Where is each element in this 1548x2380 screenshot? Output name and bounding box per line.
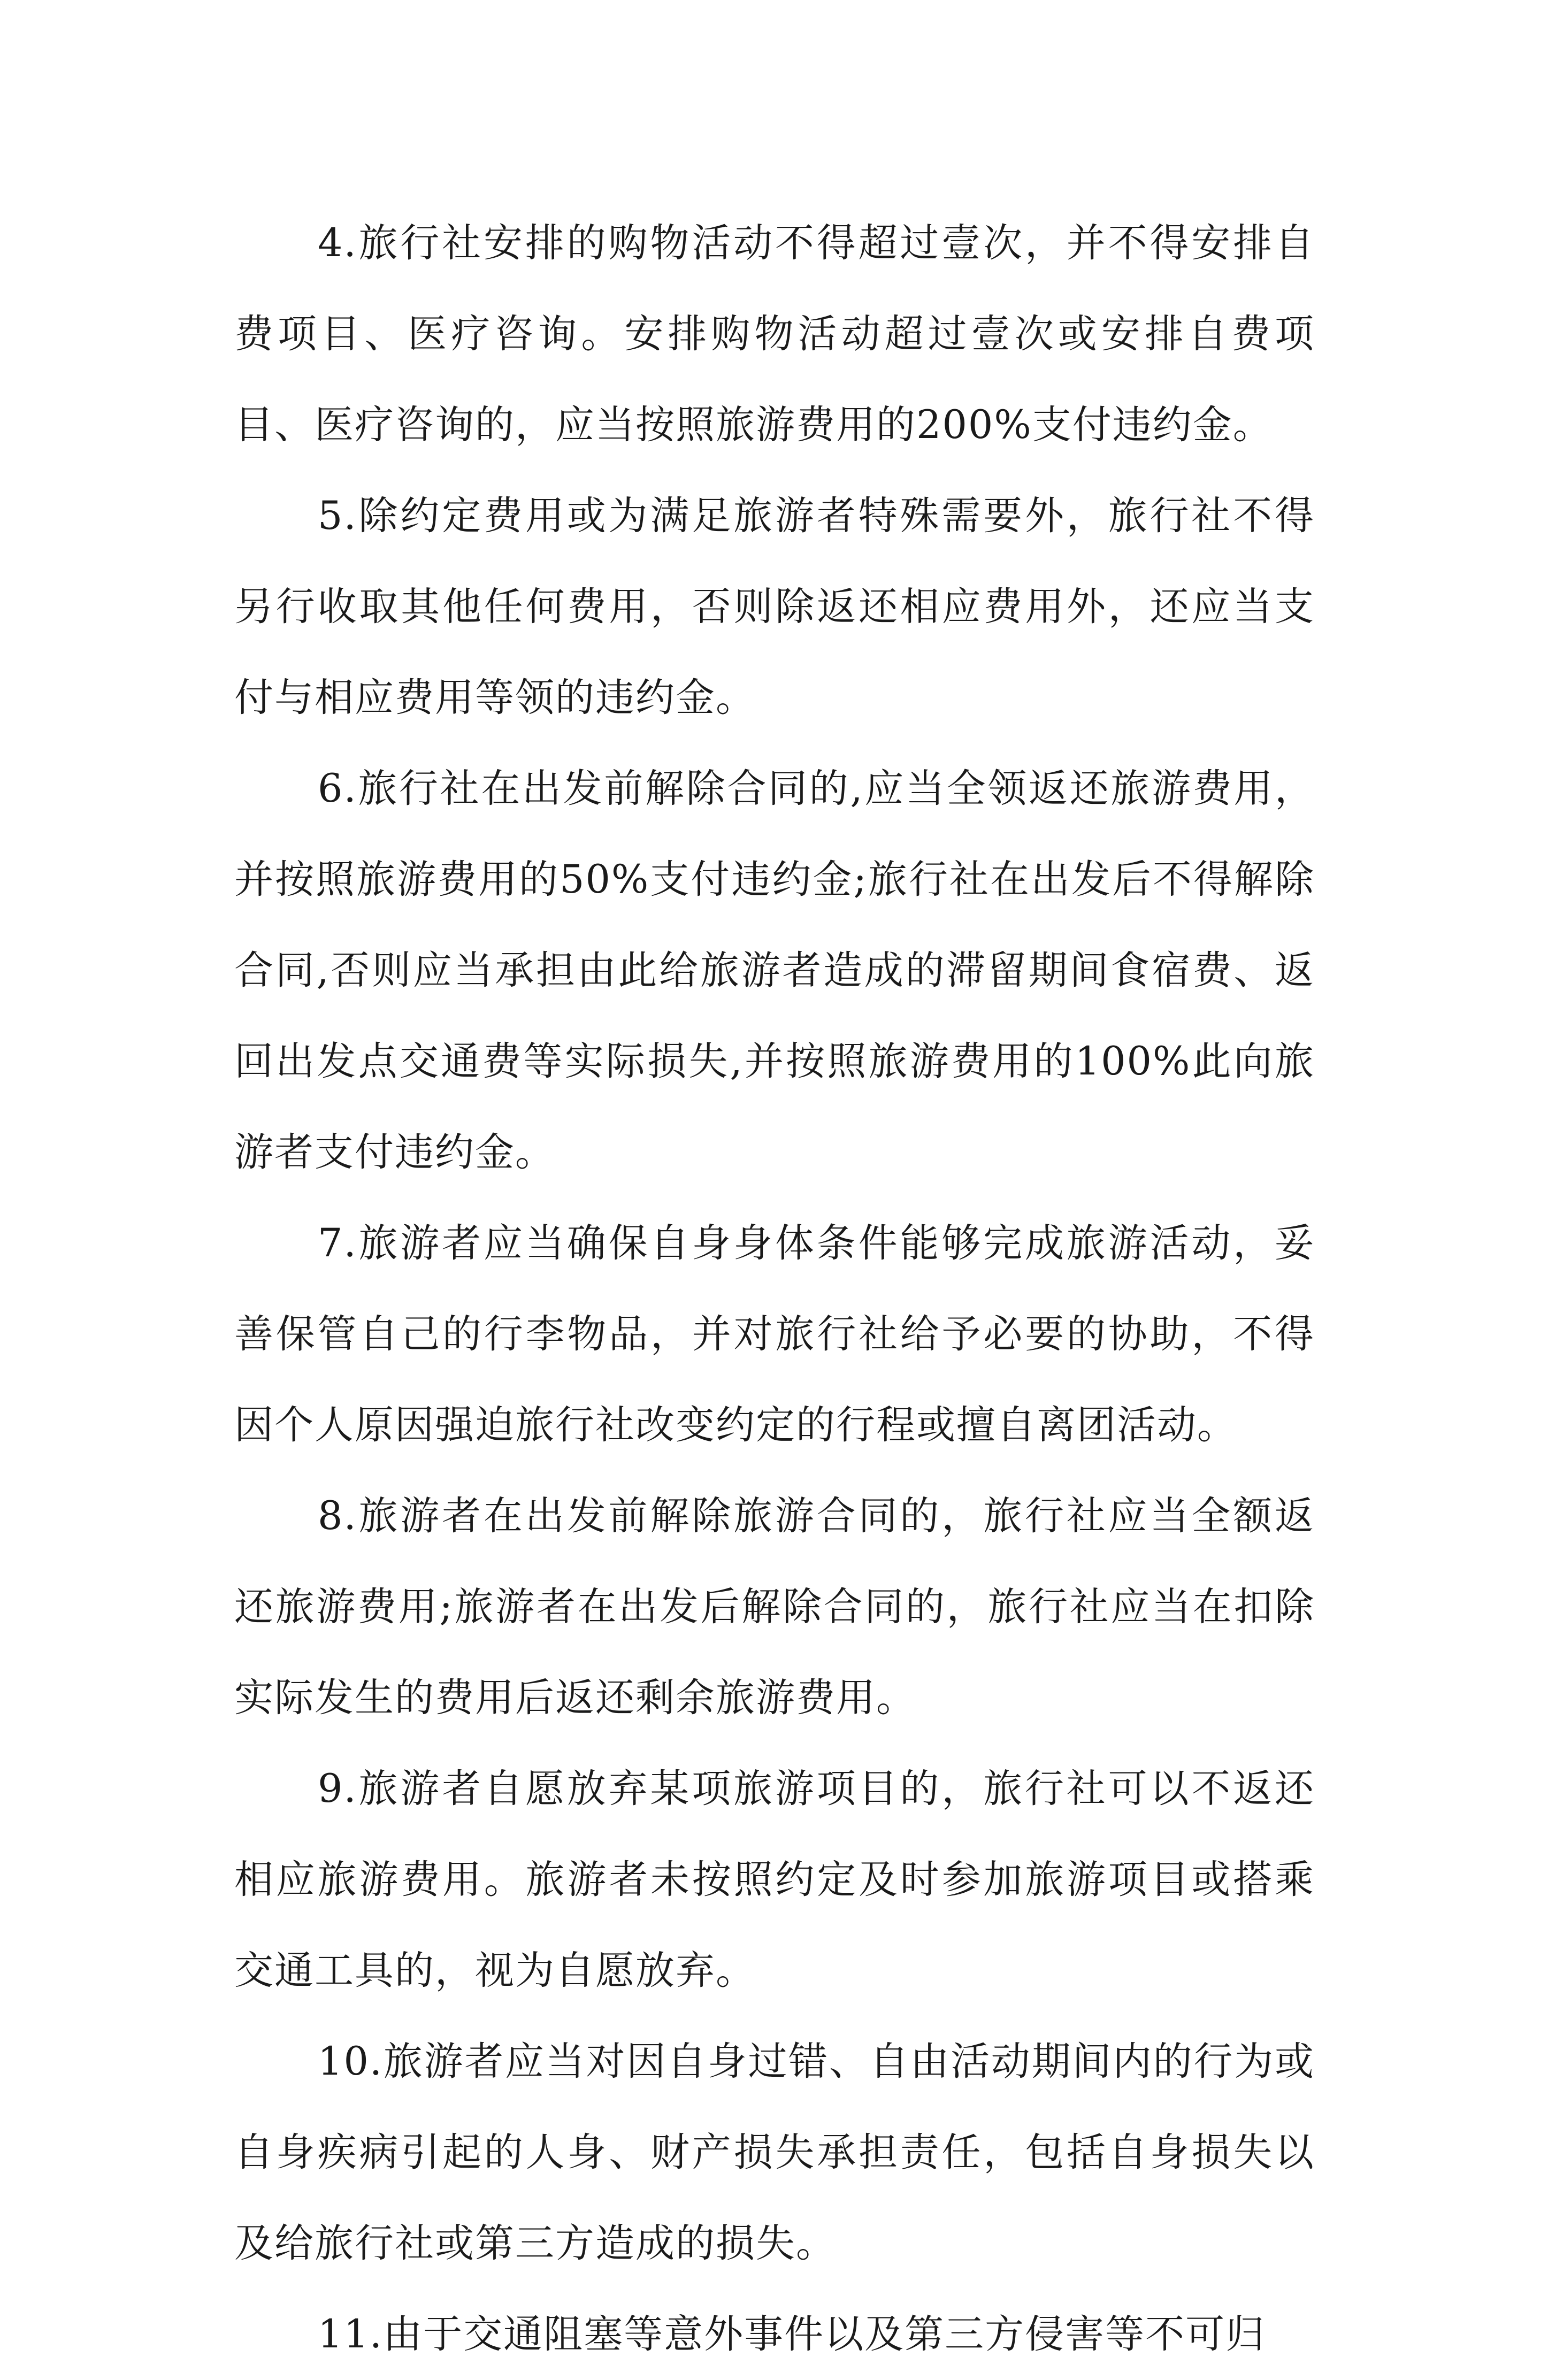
document-body — [234, 198, 1315, 2380]
clause-5: 5.除约定费用或为满足旅游者特殊需要外，旅行社不得另行收取其他任何费用，否则除返还相应费用外，还应当支付与相应费用等领的违约金。 — [234, 493, 1315, 720]
clause-10: 10.旅游者应当对因自身过错、自由活动期间内的行为或自身疾病引起的人身、财产损失承担责任，包括自身损失以及给旅行社或第三方造成的损失。 — [234, 2039, 1315, 2266]
clause-9: 9.旅游者自愿放弃某项旅游项目的，旅行社可以不返还相应旅游费用。旅游者未按照约定及时参加旅游项目或搭乘交通工具的，视为自愿放弃。 — [234, 1766, 1315, 1993]
clause-8: 8.旅游者在出发前解除旅游合同的，旅行社应当全额返还旅游费用;旅游者在出发后解除合同的，旅行社应当在扣除实际发生的费用后返还剩余旅游费用。 — [234, 1493, 1315, 1721]
clause-6: 6.旅行社在出发前解除合同的,应当全领返还旅游费用，并按照旅游费用的50%支付违约金;旅行社在出发后不得解除合同,否则应当承担由此给旅游者造成的滞留期间食宿费、返回出发点交通费等实际损失,并按照旅游费用的100%此向旅游者支付违约金。 — [234, 766, 1315, 1175]
clause-4: 4.旅行社安排的购物活动不得超过壹次，并不得安排自费项目、医疗咨询。安排购物活动超过壹次或安排自费项目、医疗咨询的，应当按照旅游费用的200%支付违约金。 — [234, 220, 1315, 448]
clause-11: 11.由于交通阻塞等意外事件以及第三方侵害等不可归 — [318, 2312, 1266, 2357]
clause-7: 7.旅游者应当确保自身身体条件能够完成旅游活动，妥善保管自己的行李物品，并对旅行社给予必要的协助，不得因个人原因强迫旅行社改变约定的行程或擅自离团活动。 — [234, 1220, 1315, 1448]
